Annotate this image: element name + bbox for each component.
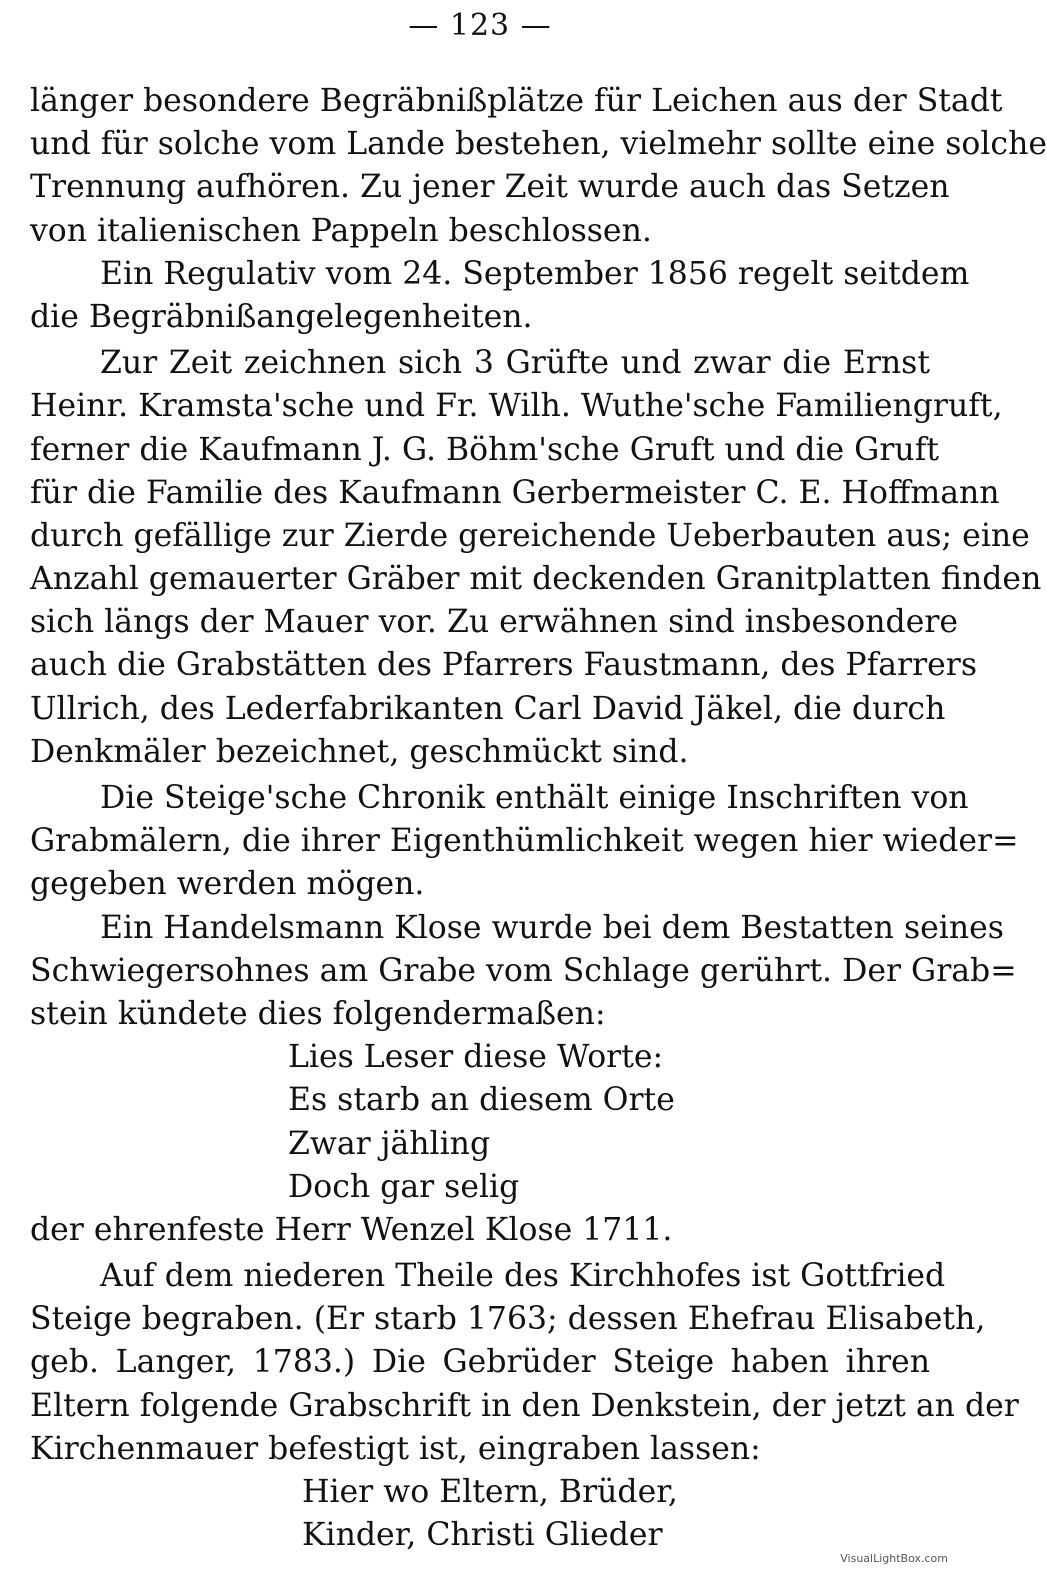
verse-line: Kinder, Christi Glieder xyxy=(302,1517,663,1554)
page-body xyxy=(30,80,1047,1557)
paragraph-crypts xyxy=(30,342,1042,774)
text-line: stein kündete dies folgendermaßen: xyxy=(30,995,606,1032)
verse-line: Hier wo Eltern, Brüder, xyxy=(302,1474,678,1510)
text-line: der ehrenfeste Herr Wenzel Klose 1711. xyxy=(30,1211,673,1248)
text-line: Anzahl gemauerter Gräber mit deckenden Granitplatten finden xyxy=(30,561,1042,598)
verse-line: Doch gar selig xyxy=(288,1168,520,1205)
text-line: Ullrich, des Lederfabrikanten Carl David Jäkel, die durch xyxy=(30,690,946,727)
text-line: auch die Grabstätten des Pfarrers Faustmann, des Pfarrers xyxy=(30,647,977,684)
page-number: — 123 — xyxy=(408,8,552,43)
epitaph-verse-klose xyxy=(30,1036,930,1209)
paragraph-epitaph-close xyxy=(30,1209,930,1252)
text-line: Grabmälern, die ihrer Eigenthümlichkeit wegen hier wieder= xyxy=(30,823,1019,860)
text-line: gegeben werden mögen. xyxy=(30,866,425,903)
watermark: VisualLightBox.com xyxy=(840,1552,948,1565)
text-line: für die Familie des Kaufmann Gerbermeister C. E. Hoffmann xyxy=(30,474,1000,511)
text-line: Kirchenmauer befestigt ist, eingraben lassen: xyxy=(30,1430,761,1467)
text-line: Denkmäler bezeichnet, geschmückt sind. xyxy=(30,733,689,770)
text-line: länger besondere Begräbnißplätze für Leichen aus der Stadt xyxy=(30,83,1003,119)
text-line: ferner die Kaufmann J. G. Böhm'sche Gruft und die Gruft xyxy=(30,431,940,468)
text-line: Ein Regulativ vom 24. September 1856 regelt seitdem xyxy=(100,255,970,292)
verse-line: Es starb an diesem Orte xyxy=(288,1082,675,1119)
text-line: durch gefällige zur Zierde gereichende Ueberbauten aus; eine xyxy=(30,517,1030,554)
paragraph-regulation xyxy=(30,253,970,339)
text-line: und für solche vom Lande bestehen, vielmehr sollte eine solche xyxy=(30,126,1047,163)
text-line: Die Steige'sche Chronik enthält einige Inschriften von xyxy=(100,780,969,816)
paragraph-klose xyxy=(30,907,1017,1037)
paragraph-steige xyxy=(30,1255,1019,1471)
text-line: Ein Handelsmann Klose wurde bei dem Bestatten seines xyxy=(100,909,1004,946)
text-line: Trennung aufhören. Zu jener Zeit wurde auch das Setzen xyxy=(30,169,950,206)
verse-line: Zwar jähling xyxy=(288,1125,491,1162)
text-line: Steige begraben. (Er starb 1763; dessen Ehefrau Elisabeth, xyxy=(30,1301,986,1338)
text-line: Eltern folgende Grabschrift in den Denkstein, der jetzt an der xyxy=(30,1387,1019,1424)
text-line: Schwiegersohnes am Grabe vom Schlage gerührt. Der Grab= xyxy=(30,952,1017,989)
text-line: sich längs der Mauer vor. Zu erwähnen sind insbesondere xyxy=(30,604,959,641)
text-line: die Begräbnißangelegenheiten. xyxy=(30,298,533,335)
text-line: Zur Zeit zeichnen sich 3 Grüfte und zwar die Ernst xyxy=(100,345,930,382)
text-line: geb. Langer, 1783.) Die Gebrüder Steige haben ihren xyxy=(30,1344,930,1381)
epitaph-verse-steige xyxy=(30,1471,930,1557)
paragraph-chronicle xyxy=(30,777,1019,907)
text-line: von italienischen Pappeln beschlossen. xyxy=(30,212,652,249)
text-line: Auf dem niederen Theile des Kirchhofes ist Gottfried xyxy=(100,1258,946,1295)
text-line: Heinr. Kramsta'sche und Fr. Wilh. Wuthe'sche Familiengruft, xyxy=(30,388,1003,425)
paragraph-cemetery-separation xyxy=(30,80,1047,253)
verse-line: Lies Leser diese Worte: xyxy=(288,1039,664,1076)
